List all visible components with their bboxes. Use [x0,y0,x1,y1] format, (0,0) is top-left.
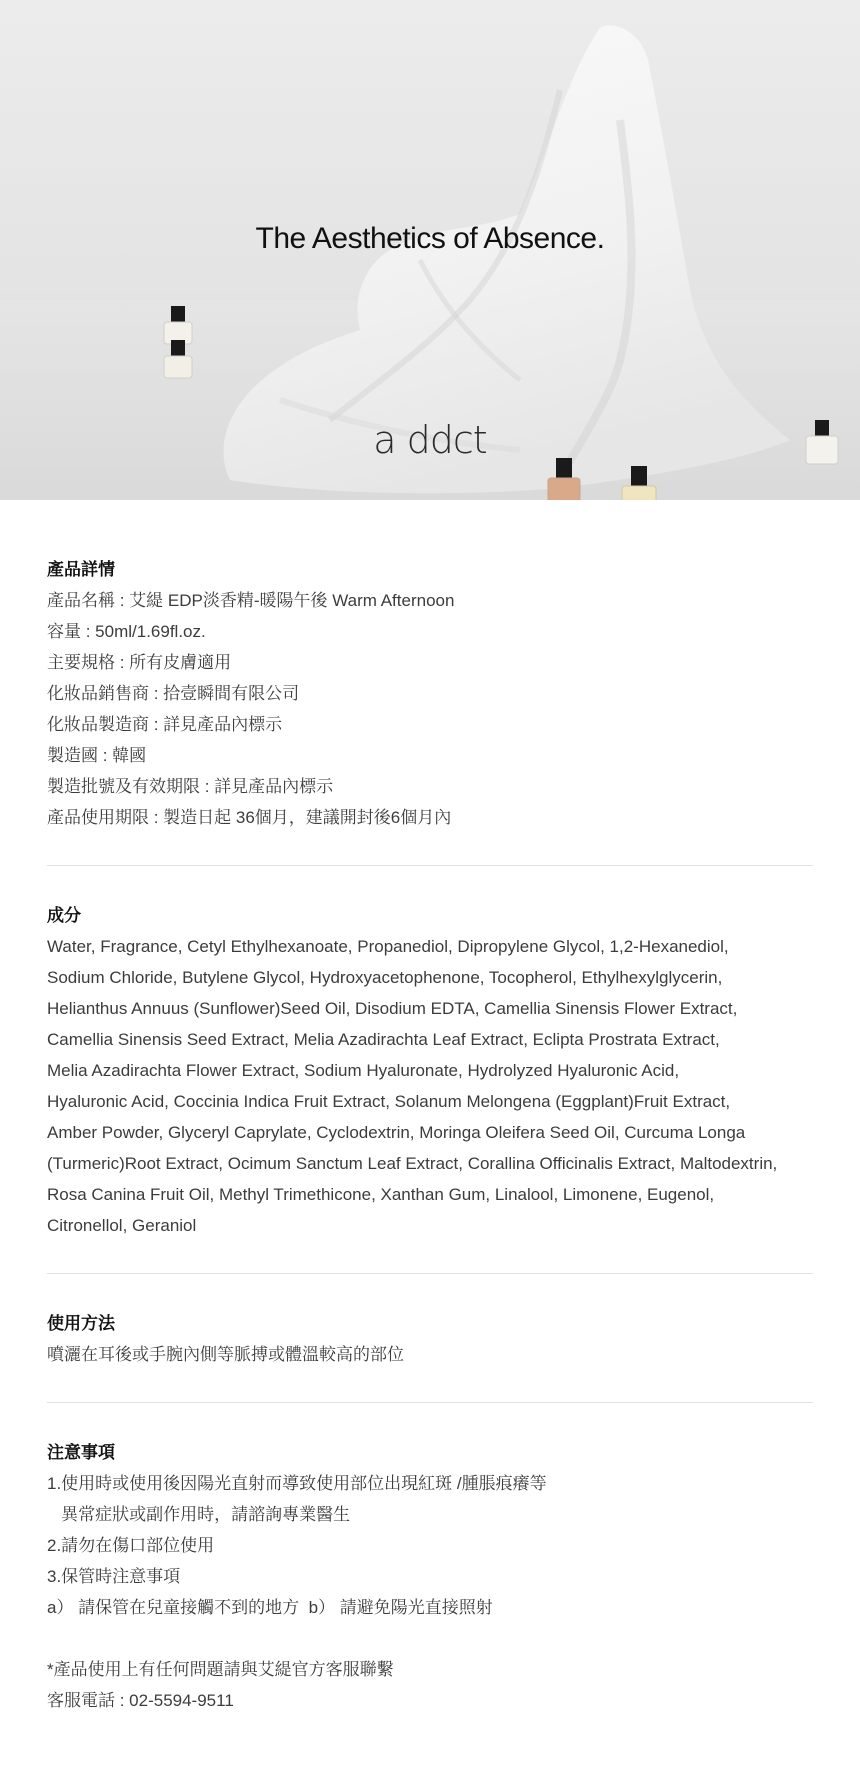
ingredients-section [47,900,813,1241]
divider [47,1273,813,1274]
ingredients-line: Water, Fragrance, Cetyl Ethylhexanoate, Propanediol, Dipropylene Glycol, 1,2-Hexanediol, [47,937,729,956]
ingredients-line: Citronellol, Geraniol [47,1216,197,1235]
hero-banner [0,0,860,500]
contact-note: *產品使用上有任何問題請與艾緹官方客服聯繫 [47,1660,394,1679]
detail-line: 主要規格 : 所有皮膚適用 [47,653,232,672]
divider [47,1402,813,1403]
section-title: 成分 [47,906,81,925]
caution-line: 異常症狀或副作用時，請諮詢專業醫生 [47,1505,351,1524]
ingredients-line: Hyaluronic Acid, Coccinia Indica Fruit Extract, Solanum Melongena (Eggplant)Fruit Extract, [47,1092,731,1111]
usage-section [47,1308,813,1370]
detail-line: 製造國 : 韓國 [47,746,147,765]
detail-line: 製造批號及有效期限 : 詳見產品內標示 [47,777,334,796]
detail-line: 產品使用期限 : 製造日起 36個月，建議開封後6個月內 [47,808,452,827]
ingredients-line: Melia Azadirachta Flower Extract, Sodium Hyaluronate, Hydrolyzed Hyaluronic Acid, [47,1061,680,1080]
hero-headline: The Aesthetics of Absence. [255,222,605,255]
section-title: 產品詳情 [47,560,115,579]
brand-logo: a ddct [373,418,487,462]
usage-line: 噴灑在耳後或手腕內側等脈搏或體溫較高的部位 [47,1345,404,1364]
product-info [0,500,860,1716]
caution-line: 2.請勿在傷口部位使用 [47,1536,215,1555]
detail-line: 化妝品銷售商 : 拾壹瞬間有限公司 [47,684,300,703]
ingredients-line: Helianthus Annuus (Sunflower)Seed Oil, Disodium EDTA, Camellia Sinensis Flower Extract, [47,999,738,1018]
ingredients-line: Sodium Chloride, Butylene Glycol, Hydroxyacetophenone, Tocopherol, Ethylhexylglycerin, [47,968,723,987]
detail-line: 容量 : 50ml/1.69fl.oz. [47,622,206,641]
ingredients-line: Rosa Canina Fruit Oil, Methyl Trimethicone, Xanthan Gum, Linalool, Limonene, Eugenol, [47,1185,715,1204]
section-title: 注意事項 [47,1443,115,1462]
caution-line: 3.保管時注意事項 [47,1567,181,1586]
product-details-section [47,554,813,833]
ingredients-line: Amber Powder, Glyceryl Caprylate, Cyclodextrin, Moringa Oleifera Seed Oil, Curcuma Longa [47,1123,746,1142]
spacer [47,1623,813,1654]
cautions-section [47,1437,813,1716]
ingredients-line: Camellia Sinensis Seed Extract, Melia Azadirachta Leaf Extract, Eclipta Prostrata Extract, [47,1030,720,1049]
contact-phone: 客服電話 : 02-5594-9511 [47,1691,234,1710]
divider [47,865,813,866]
section-title: 使用方法 [47,1314,115,1333]
detail-line: 化妝品製造商 : 詳見產品內標示 [47,715,283,734]
ingredients-line: (Turmeric)Root Extract, Ocimum Sanctum Leaf Extract, Corallina Officinalis Extract, Maltodextrin, [47,1154,778,1173]
caution-line: 1.使用時或使用後因陽光直射而導致使用部位出現紅斑 /腫脹痕癢等 [47,1474,547,1493]
caution-line: a） 請保管在兒童接觸不到的地方 b） 請避免陽光直接照射 [47,1598,493,1617]
detail-line: 產品名稱 : 艾緹 EDP淡香精-暖陽午後 Warm Afternoon [47,591,455,610]
